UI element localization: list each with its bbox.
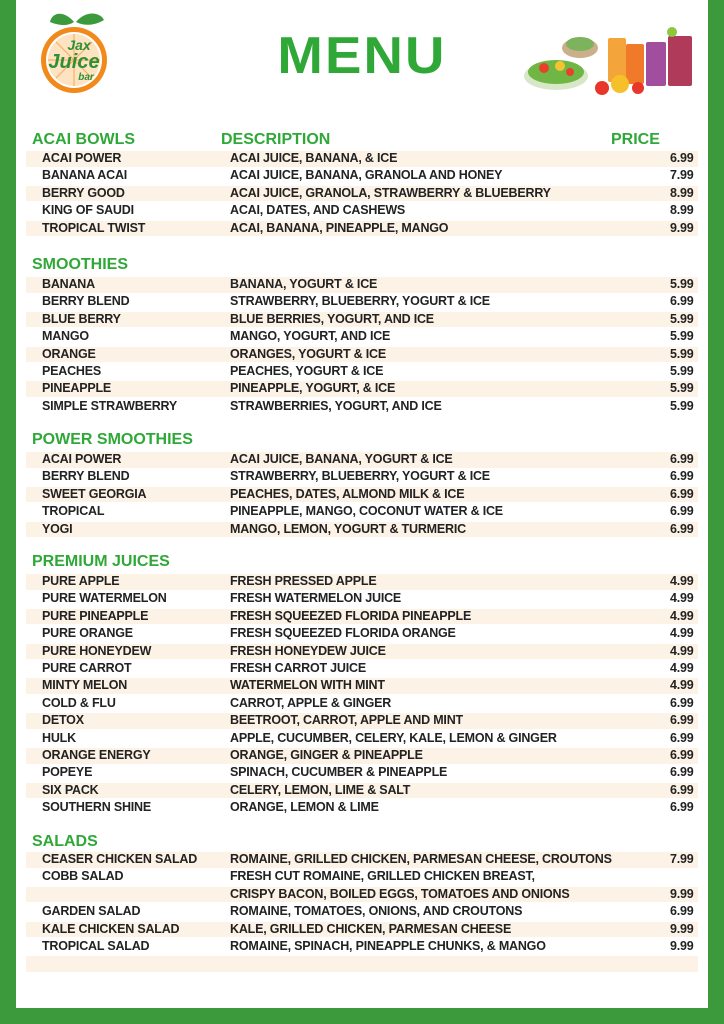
item-description: ROMAINE, SPINACH, PINEAPPLE CHUNKS, & MANGO — [230, 939, 546, 953]
item-price: 4.99 — [670, 608, 694, 623]
item-description: STRAWBERRY, BLUEBERRY, YOGURT & ICE — [230, 469, 490, 484]
item-description: ACAI JUICE, BANANA, YOGURT & ICE — [230, 452, 453, 466]
item-description: ACAI JUICE, BANANA, GRANOLA AND HONEY — [230, 168, 503, 183]
item-description: SPINACH, CUCUMBER & PINEAPPLE — [230, 765, 448, 780]
menu-item-row — [26, 150, 698, 166]
item-price: 6.99 — [670, 521, 694, 536]
menu-item-row — [26, 764, 698, 780]
item-name: ORANGE ENERGY — [42, 748, 151, 762]
menu-item-row — [26, 311, 698, 327]
item-name: GARDEN SALAD — [42, 904, 141, 919]
item-price: 4.99 — [670, 574, 694, 588]
item-description: ACAI JUICE, BANANA, & ICE — [230, 151, 398, 165]
item-price: 6.99 — [670, 504, 694, 519]
menu-item-row — [26, 220, 698, 236]
item-description: STRAWBERRIES, YOGURT, AND ICE — [230, 398, 442, 413]
item-description: ACAI, DATES, AND CASHEWS — [230, 203, 406, 218]
item-price: 5.99 — [670, 277, 694, 291]
item-name: BLUE BERRY — [42, 311, 121, 326]
item-price: 9.99 — [670, 886, 694, 901]
item-price: 6.99 — [670, 730, 694, 745]
item-price: 4.99 — [670, 591, 694, 606]
item-price: 6.99 — [670, 904, 694, 919]
menu-item-row — [26, 955, 698, 971]
menu-item-row — [26, 903, 698, 919]
item-description: WATERMELON WITH MINT — [230, 678, 385, 693]
section-title-smoothies: SMOOTHIES — [32, 256, 129, 273]
item-price: 9.99 — [670, 220, 694, 235]
item-description: ORANGE, GINGER & PINEAPPLE — [230, 748, 423, 762]
item-name: PURE WATERMELON — [42, 591, 167, 606]
item-price: 6.99 — [670, 800, 694, 815]
menu-item-row — [26, 573, 698, 589]
description-header: DESCRIPTION — [221, 131, 331, 148]
menu-item-row — [26, 590, 698, 606]
svg-text:Juice: Juice — [48, 51, 100, 73]
item-description: PEACHES, DATES, ALMOND MILK & ICE — [230, 486, 465, 501]
item-name: TROPICAL — [42, 504, 105, 519]
item-description: FRESH SQUEEZED FLORIDA PINEAPPLE — [230, 608, 472, 623]
item-name: BANANA — [42, 277, 95, 291]
menu-item-row — [26, 328, 698, 344]
item-description: PINEAPPLE, MANGO, COCONUT WATER & ICE — [230, 504, 503, 519]
item-description: BEETROOT, CARROT, APPLE AND MINT — [230, 713, 463, 728]
page-title: MENU — [277, 27, 447, 85]
section-title-premium-juices: PREMIUM JUICES — [32, 553, 170, 570]
menu-item-row — [26, 643, 698, 659]
item-name: MINTY MELON — [42, 678, 128, 693]
menu-item-row — [26, 799, 698, 815]
item-name: BERRY BLEND — [42, 469, 130, 484]
item-name: SIX PACK — [42, 782, 99, 797]
item-price: 6.99 — [670, 452, 694, 466]
item-price: 9.99 — [670, 921, 694, 936]
item-name: PURE HONEYDEW — [42, 643, 152, 658]
item-name: BANANA ACAI — [42, 168, 128, 183]
item-price: 4.99 — [670, 643, 694, 658]
item-price: 4.99 — [670, 661, 694, 675]
item-name: YOGI — [42, 521, 73, 536]
item-name: BERRY GOOD — [42, 185, 125, 200]
item-price: 6.99 — [670, 151, 694, 165]
item-description: FRESH SQUEEZED FLORIDA ORANGE — [230, 626, 456, 641]
item-description: ROMAINE, TOMATOES, ONIONS, AND CROUTONS — [230, 904, 523, 919]
menu-item-row — [26, 660, 698, 676]
item-description: PINEAPPLE, YOGURT, & ICE — [230, 381, 396, 396]
item-description: KALE, GRILLED CHICKEN, PARMESAN CHEESE — [230, 921, 512, 936]
item-name: DETOX — [42, 713, 84, 728]
item-description: ORANGES, YOGURT & ICE — [230, 346, 387, 361]
item-description: FRESH PRESSED APPLE — [230, 574, 377, 588]
item-name: ACAI POWER — [42, 452, 122, 466]
price-header: PRICE — [611, 131, 660, 148]
item-price: 9.99 — [670, 939, 694, 953]
item-description: ORANGE, LEMON & LIME — [230, 800, 379, 815]
item-price: 5.99 — [670, 364, 694, 378]
menu-item-row — [26, 747, 698, 763]
item-name: POPEYE — [42, 765, 93, 780]
item-name: KALE CHICKEN SALAD — [42, 921, 180, 936]
item-price: 5.99 — [670, 346, 694, 361]
menu-item-row — [26, 851, 698, 867]
item-name: COLD & FLU — [42, 695, 116, 710]
item-description: MANGO, YOGURT, AND ICE — [230, 329, 391, 344]
menu-item-row — [26, 293, 698, 309]
menu-item-row — [26, 451, 698, 467]
menu-item-row — [26, 346, 698, 362]
menu-item-row — [26, 167, 698, 183]
item-price: 5.99 — [670, 381, 694, 396]
menu-page — [16, 0, 708, 1008]
item-name: TROPICAL TWIST — [42, 220, 146, 235]
item-price: 6.99 — [670, 713, 694, 728]
item-name: BERRY BLEND — [42, 294, 130, 309]
item-description: FRESH WATERMELON JUICE — [230, 591, 402, 606]
item-description: CRISPY BACON, BOILED EGGS, TOMATOES AND ONIONS — [230, 886, 570, 901]
menu-item-row — [26, 677, 698, 693]
menu-item-row — [26, 938, 698, 954]
item-name: SWEET GEORGIA — [42, 486, 147, 501]
item-price: 6.99 — [670, 294, 694, 309]
menu-item-row — [26, 695, 698, 711]
menu-item-row — [26, 202, 698, 218]
item-name: PURE APPLE — [42, 574, 120, 588]
item-description: CELERY, LEMON, LIME & SALT — [230, 782, 411, 797]
svg-text:bar: bar — [78, 72, 94, 83]
item-price: 6.99 — [670, 765, 694, 780]
item-name: SOUTHERN SHINE — [42, 800, 152, 815]
menu-item-row — [26, 486, 698, 502]
item-description: ACAI, BANANA, PINEAPPLE, MANGO — [230, 220, 449, 235]
menu-item-row — [26, 521, 698, 537]
item-name: ACAI POWER — [42, 151, 122, 165]
item-price: 7.99 — [670, 852, 694, 866]
item-price: 8.99 — [670, 185, 694, 200]
item-description: BANANA, YOGURT & ICE — [230, 277, 378, 291]
section-title-acai-bowls: ACAI BOWLS — [32, 131, 136, 148]
item-description: FRESH CUT ROMAINE, GRILLED CHICKEN BREAST, — [230, 869, 535, 884]
item-name: MANGO — [42, 329, 89, 344]
menu-item-row — [26, 398, 698, 414]
menu-item-row — [26, 868, 698, 884]
item-name: PURE CARROT — [42, 661, 132, 675]
item-price: 6.99 — [670, 695, 694, 710]
item-description: PEACHES, YOGURT & ICE — [230, 364, 384, 378]
menu-item-row — [26, 503, 698, 519]
menu-item-row — [26, 782, 698, 798]
item-name: PURE ORANGE — [42, 626, 133, 641]
item-description: MANGO, LEMON, YOGURT & TURMERIC — [230, 521, 466, 536]
item-name: PINEAPPLE — [42, 381, 112, 396]
menu-item-row — [26, 625, 698, 641]
section-title-power-smoothies: POWER SMOOTHIES — [32, 431, 193, 448]
svg-text:Jax: Jax — [67, 37, 91, 53]
item-price: 6.99 — [670, 748, 694, 762]
item-price: 4.99 — [670, 626, 694, 641]
item-description: BLUE BERRIES, YOGURT, AND ICE — [230, 311, 434, 326]
item-price: 8.99 — [670, 203, 694, 218]
item-name: TROPICAL SALAD — [42, 939, 150, 953]
menu-item-row — [26, 730, 698, 746]
item-name: ORANGE — [42, 346, 96, 361]
item-name: HULK — [42, 730, 76, 745]
menu-item-row — [26, 380, 698, 396]
item-price: 5.99 — [670, 329, 694, 344]
section-title-salads: SALADS — [32, 833, 98, 850]
item-description: FRESH CARROT JUICE — [230, 661, 366, 675]
menu-item-row — [26, 921, 698, 937]
menu-item-row — [26, 468, 698, 484]
menu-item-row — [26, 276, 698, 292]
item-price: 4.99 — [670, 678, 694, 693]
item-name: COBB SALAD — [42, 869, 124, 884]
item-price: 5.99 — [670, 311, 694, 326]
item-price: 6.99 — [670, 486, 694, 501]
item-description: ROMAINE, GRILLED CHICKEN, PARMESAN CHEESE, CROUTONS — [230, 852, 612, 866]
item-description: CARROT, APPLE & GINGER — [230, 695, 392, 710]
juice-and-salad-image — [522, 18, 700, 100]
menu-item-row — [26, 185, 698, 201]
menu-item-row — [26, 712, 698, 728]
item-description: APPLE, CUCUMBER, CELERY, KALE, LEMON & GINGER — [230, 730, 557, 745]
item-description: STRAWBERRY, BLUEBERRY, YOGURT & ICE — [230, 294, 490, 309]
item-price: 6.99 — [670, 782, 694, 797]
item-price: 7.99 — [670, 168, 694, 183]
item-price: 6.99 — [670, 469, 694, 484]
menu-item-row — [26, 886, 698, 902]
item-name: CEASER CHICKEN SALAD — [42, 852, 198, 866]
item-name: PEACHES — [42, 364, 102, 378]
menu-item-row — [26, 608, 698, 624]
menu-item-row — [26, 363, 698, 379]
item-name: KING OF SAUDI — [42, 203, 134, 218]
item-price: 5.99 — [670, 398, 694, 413]
item-name: PURE PINEAPPLE — [42, 608, 149, 623]
item-description: FRESH HONEYDEW JUICE — [230, 643, 386, 658]
item-name: SIMPLE STRAWBERRY — [42, 398, 178, 413]
item-description: ACAI JUICE, GRANOLA, STRAWBERRY & BLUEBERRY — [230, 185, 551, 200]
